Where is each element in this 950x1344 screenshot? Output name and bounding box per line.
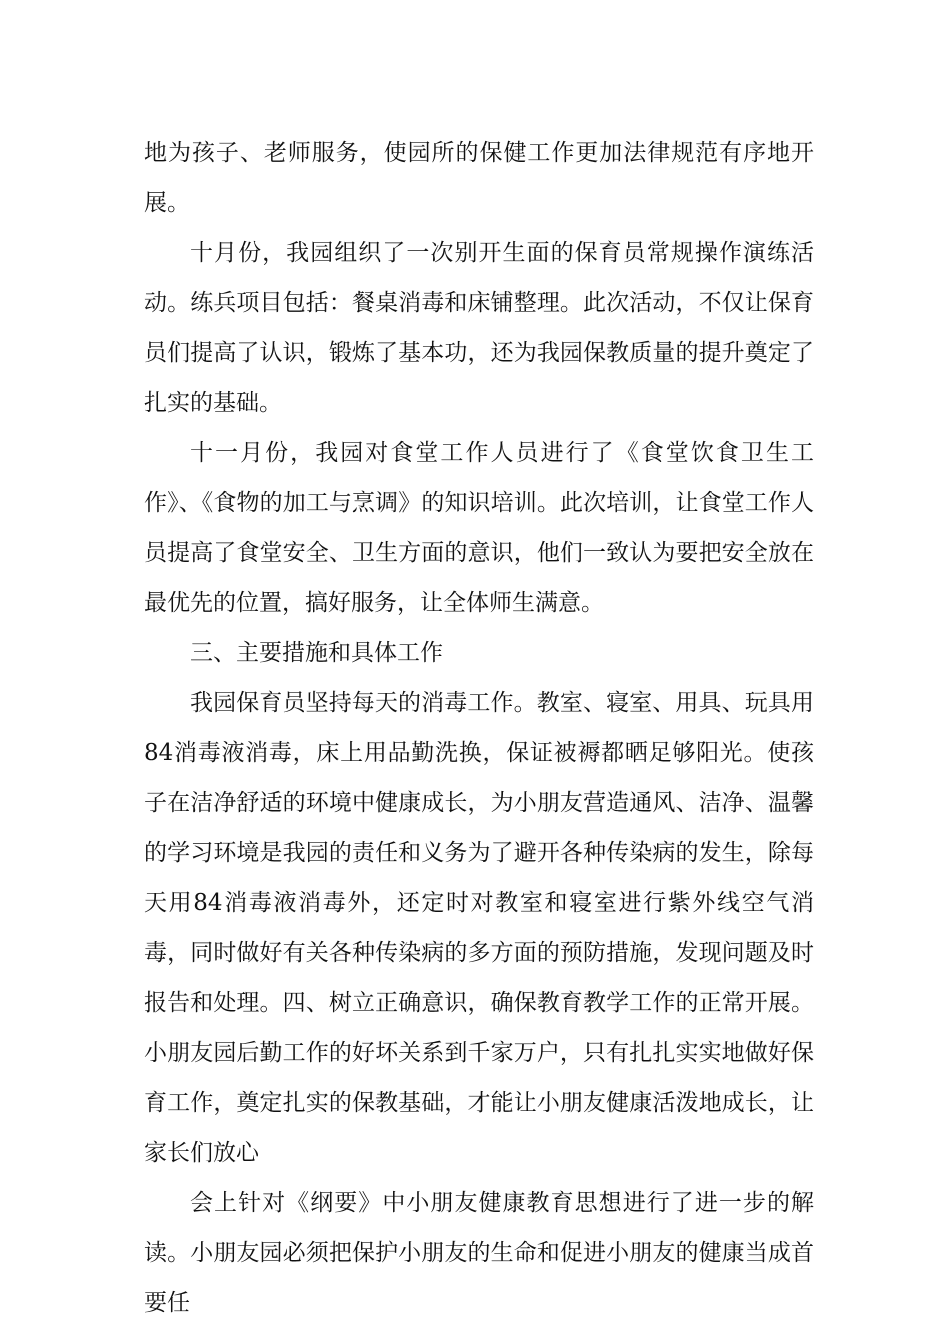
- paragraph-1: 地为孩子、老师服务，使园所的保健工作更加法律规范有序地开展。: [144, 140, 814, 216]
- paragraph-4: 我园保育员坚持每天的消毒工作。教室、寝室、用具、玩具用84消毒液消毒，床上用品勤洗换，保证被褥都晒足够阳光。使孩子在洁净舒适的环境中健康成长，为小朋友营造通风、洁净、温馨的学习环境是我园的责任和义务为了避开各种传染病的发生，除每天用84消毒液消毒外，还定时对教室和寝室进行紫外线空气消毒，同时做好有关各种传染病的多方面的预防措施，发现问题及时报告和处理。四、树立正确意识，确保教育教学工作的正常开展。小朋友园后勤工作的好坏关系到千家万户，只有扎扎实实地做好保育工作，奠定扎实的保教基础，才能让小朋友健康活泼地成长，让家长们放心: [144, 690, 814, 1166]
- document-body: [144, 128, 814, 1328]
- section-heading: 三、主要措施和具体工作: [190, 640, 443, 666]
- paragraph-5: 会上针对《纲要》中小朋友健康教育思想进行了进一步的解读。小朋友园必须把保护小朋友的生命和促进小朋友的健康当成首要任: [144, 1190, 814, 1316]
- paragraph-3: 十一月份，我园对食堂工作人员进行了《食堂饮食卫生工作》、《食物的加工与烹调》的知识培训。此次培训，让食堂工作人员提高了食堂安全、卫生方面的意识，他们一致认为要把安全放在最优先的位置，搞好服务，让全体师生满意。: [144, 440, 814, 616]
- paragraph-2: 十月份，我园组织了一次别开生面的保育员常规操作演练活动。练兵项目包括：餐桌消毒和床铺整理。此次活动，不仅让保育员们提高了认识，锻炼了基本功，还为我园保教质量的提升奠定了扎实的基础。: [144, 240, 814, 416]
